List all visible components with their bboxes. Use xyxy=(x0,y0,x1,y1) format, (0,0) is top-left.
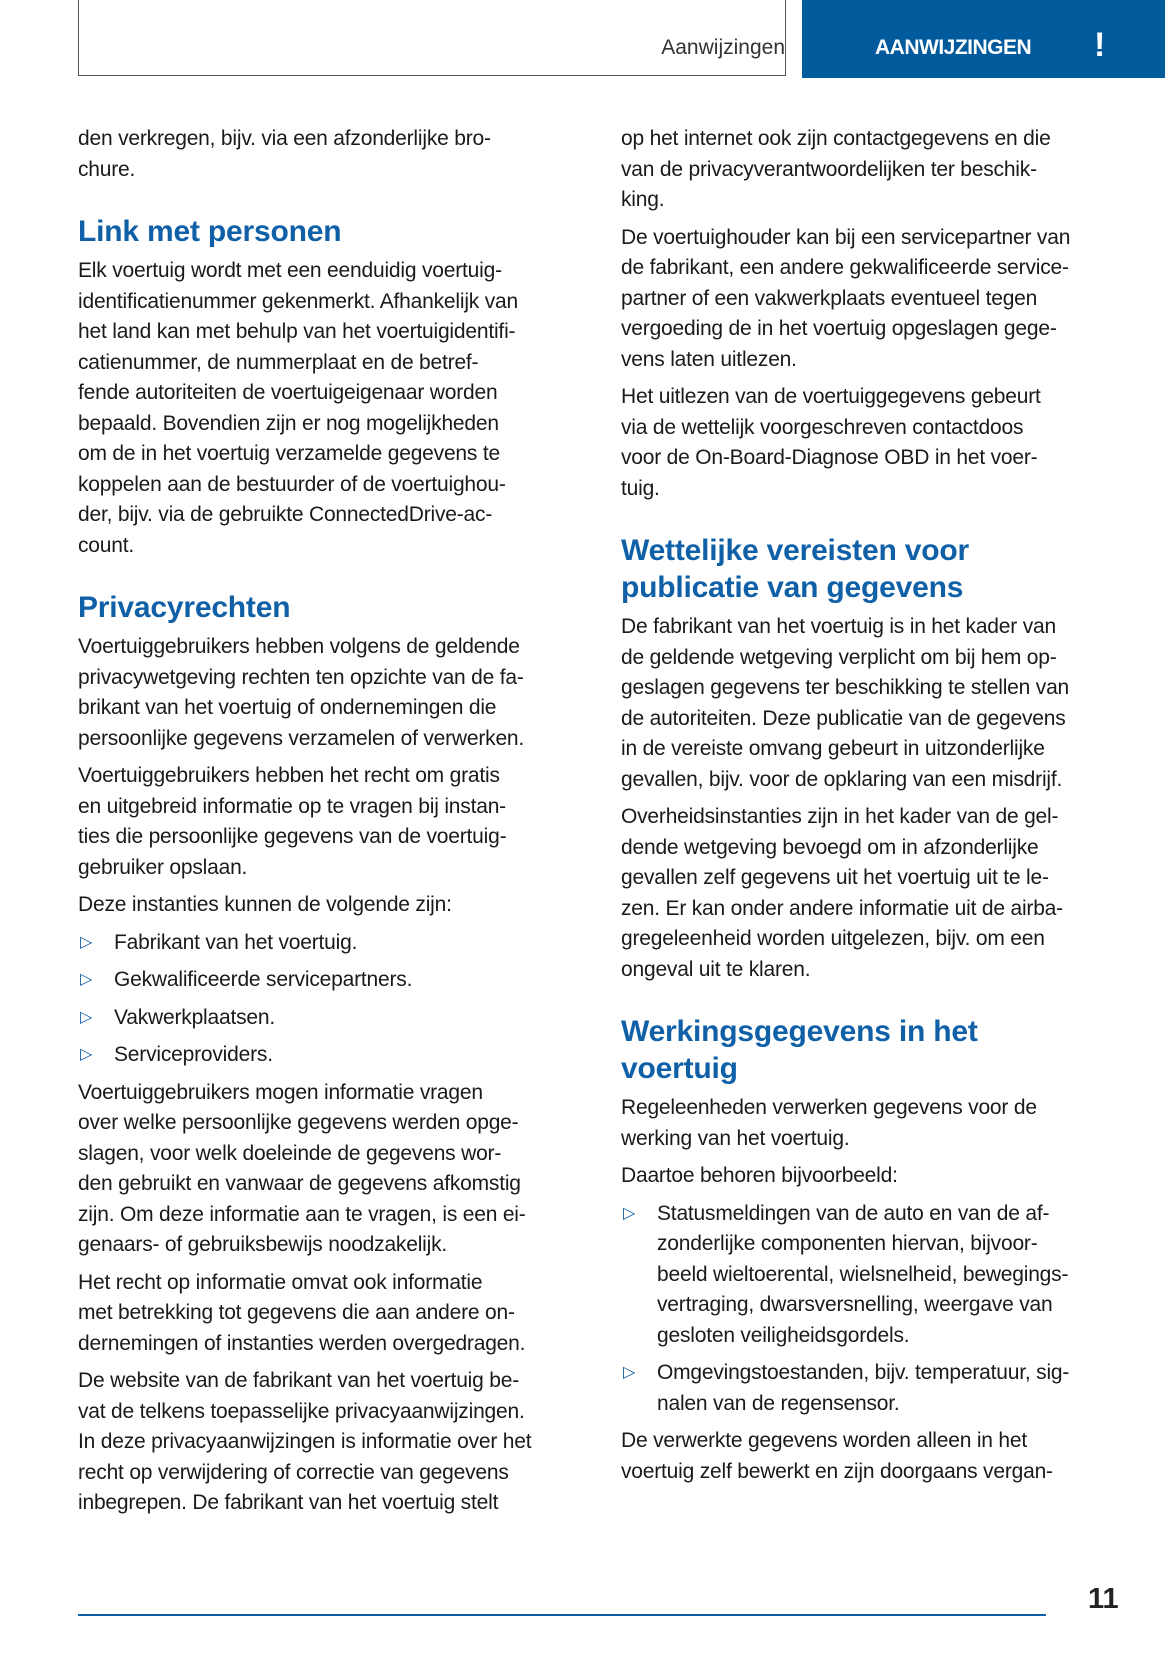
left-column xyxy=(78,124,568,1526)
list-item xyxy=(621,1199,1111,1352)
text-line: dernemingen of instanties werden overgedragen. xyxy=(78,1331,526,1355)
text-line: Vakwerkplaatsen. xyxy=(114,1005,275,1029)
text-line: Fabrikant van het voertuig. xyxy=(114,930,358,954)
text-line: met betrekking tot gegevens die aan andere on- xyxy=(78,1301,515,1324)
text-line: partner of een vakwerkplaats eventueel tegen xyxy=(621,286,1038,310)
text-line: Deze instanties kunnen de volgende zijn: xyxy=(78,893,452,916)
header-chapter-tab xyxy=(802,0,1165,78)
right-column xyxy=(621,124,1111,1494)
text-line: brikant van het voertuig of ondernemingen die xyxy=(78,696,497,719)
text-line: Omgevingstoestanden, bijv. temperatuur, sig- xyxy=(657,1361,1070,1384)
section-heading xyxy=(78,589,568,626)
paragraph xyxy=(78,1268,568,1360)
section-heading xyxy=(621,1013,1111,1087)
list-item-text xyxy=(657,1358,1111,1419)
text-line: den gebruikt en vanwaar de gegevens afkomstig xyxy=(78,1172,521,1195)
list-item-text xyxy=(114,965,568,996)
text-line: Voertuiggebruikers hebben het recht om gratis xyxy=(78,764,500,787)
paragraph xyxy=(78,761,568,883)
list-item xyxy=(78,965,568,996)
text-line: Het recht op informatie omvat ook informatie xyxy=(78,1270,483,1294)
text-line: de geldende wetgeving verplicht om bij hem op- xyxy=(621,645,1057,669)
text-line: In deze privacyaanwijzingen is informatie over het xyxy=(78,1430,532,1453)
triangle-bullet-icon: ▷ xyxy=(623,1364,636,1381)
text-line: voor de On-Board-Diagnose OBD in het voer- xyxy=(621,446,1038,469)
paragraph xyxy=(78,632,568,754)
text-line: over welke persoonlijke gegevens werden opge- xyxy=(78,1111,519,1134)
text-line: Statusmeldingen van de auto en van de af- xyxy=(657,1201,1050,1225)
paragraph xyxy=(78,1078,568,1261)
text-line: op het internet ook zijn contactgegevens en die xyxy=(621,127,1051,150)
text-line: voertuig xyxy=(621,1052,738,1085)
text-line: dende wetgeving bevoegd om in afzonderlijke xyxy=(621,835,1039,859)
text-line: om de in het voertuig verzamelde gegevens te xyxy=(78,442,500,465)
text-line: fende autoriteiten de voertuigeigenaar worden xyxy=(78,381,498,404)
triangle-bullet-icon: ▷ xyxy=(80,933,93,951)
text-line: De voertuighouder kan bij een servicepartner van xyxy=(621,225,1071,249)
paragraph xyxy=(78,124,568,185)
triangle-bullet-icon: ▷ xyxy=(80,971,93,988)
list-item-text xyxy=(114,1003,568,1034)
paragraph xyxy=(621,124,1111,216)
text-line: het land kan met behulp van het voertuigidentifi- xyxy=(78,320,516,343)
text-line: catienummer, de nummerplaat en de betref- xyxy=(78,350,479,374)
text-line: Gekwalificeerde servicepartners. xyxy=(114,968,413,991)
text-line: voertuig zelf bewerkt en zijn doorgaans vergan- xyxy=(621,1459,1053,1483)
paragraph xyxy=(621,802,1111,985)
list-item xyxy=(78,928,568,959)
list-item-text xyxy=(114,928,568,959)
text-line: Overheidsinstanties zijn in het kader van de gel- xyxy=(621,805,1059,828)
paragraph xyxy=(78,890,568,921)
paragraph xyxy=(621,382,1111,504)
text-line: koppelen aan de bestuurder of de voertuighou- xyxy=(78,472,506,496)
text-line: zijn. Om deze informatie aan te vragen, is een ei- xyxy=(78,1202,526,1226)
text-line: Privacyrechten xyxy=(78,591,291,624)
text-line: werking van het voertuig. xyxy=(621,1126,850,1150)
text-line: bepaald. Bovendien zijn er nog mogelijkheden xyxy=(78,411,499,435)
list-item xyxy=(621,1358,1111,1419)
text-line: De website van de fabrikant van het voertuig be- xyxy=(78,1369,519,1392)
text-line: de autoriteiten. Deze publicatie van de gegevens xyxy=(621,706,1066,730)
text-line: gebruiker opslaan. xyxy=(78,855,248,879)
text-line: in de vereiste omvang gebeurt in uitzonderlijke xyxy=(621,737,1045,760)
text-line: ongeval uit te klaren. xyxy=(621,957,811,981)
text-line: ties die persoonlijke gegevens van de voertuig- xyxy=(78,825,507,848)
text-line: vergoeding de in het voertuig opgeslagen gege- xyxy=(621,317,1057,340)
text-line: Werkingsgegevens in het xyxy=(621,1015,978,1048)
triangle-bullet-icon: ▷ xyxy=(80,1008,93,1026)
text-line: nalen van de regensensor. xyxy=(657,1391,900,1415)
text-line: identificatienummer gekenmerkt. Afhankelijk van xyxy=(78,289,518,313)
paragraph xyxy=(621,612,1111,795)
section-heading xyxy=(621,532,1111,606)
text-line: beeld wieltoerental, wielsnelheid, bewegings- xyxy=(657,1262,1069,1286)
text-line: De verwerkte gegevens worden alleen in het xyxy=(621,1429,1028,1452)
text-line: De fabrikant van het voertuig is in het kader van xyxy=(621,615,1056,638)
text-line: Regeleenheden verwerken gegevens voor de xyxy=(621,1096,1037,1119)
text-line: Voertuiggebruikers hebben volgens de geldende xyxy=(78,635,520,658)
text-line: Daartoe behoren bijvoorbeeld: xyxy=(621,1164,898,1187)
text-line: en uitgebreid informatie op te vragen bij instan- xyxy=(78,794,506,818)
list-item xyxy=(78,1003,568,1034)
list-item-text xyxy=(657,1199,1111,1352)
text-line: gevallen, bijv. voor de opklaring van een misdrijf. xyxy=(621,767,1063,791)
chapter-tab-label: AANWIJZINGEN xyxy=(875,36,1032,59)
text-line: vens laten uitlezen. xyxy=(621,347,797,371)
triangle-bullet-icon: ▷ xyxy=(623,1204,636,1222)
text-line: Serviceproviders. xyxy=(114,1043,273,1066)
text-line: zonderlijke componenten hiervan, bijvoor- xyxy=(657,1232,1038,1255)
footer-divider xyxy=(78,1614,1046,1616)
page-number: 11 xyxy=(1088,1583,1119,1615)
text-line: chure. xyxy=(78,157,136,181)
text-line: persoonlijke gegevens verzamelen of verwerken. xyxy=(78,726,525,750)
text-line: den verkregen, bijv. via een afzonderlijke bro- xyxy=(78,127,491,150)
paragraph xyxy=(78,1366,568,1519)
paragraph xyxy=(621,223,1111,376)
text-line: gevallen zelf gegevens uit het voertuig uit te le- xyxy=(621,866,1049,889)
list-item xyxy=(78,1040,568,1071)
text-line: genaars- of gebruiksbewijs noodzakelijk. xyxy=(78,1233,448,1256)
text-line: van de privacyverantwoordelijken ter beschik- xyxy=(621,157,1037,181)
text-line: Voertuiggebruikers mogen informatie vragen xyxy=(78,1080,483,1104)
triangle-bullet-icon: ▷ xyxy=(80,1046,93,1063)
text-line: Wettelijke vereisten voor xyxy=(621,534,969,567)
header-section-title: Aanwijzingen xyxy=(661,36,785,59)
text-line: king. xyxy=(621,188,665,211)
paragraph xyxy=(621,1161,1111,1192)
text-line: publicatie van gegevens xyxy=(621,571,964,604)
text-line: via de wettelijk voorgeschreven contactdoos xyxy=(621,415,1024,439)
paragraph xyxy=(621,1093,1111,1154)
text-line: vertraging, dwarsversnelling, weergave van xyxy=(657,1293,1053,1316)
text-line: Elk voertuig wordt met een eenduidig voertuig- xyxy=(78,259,502,282)
text-line: Het uitlezen van de voertuiggegevens gebeurt xyxy=(621,385,1041,408)
text-line: slagen, voor welk doeleinde de gegevens wor- xyxy=(78,1141,502,1165)
text-line: vat de telkens toepasselijke privacyaanwijzingen. xyxy=(78,1399,525,1423)
text-line: der, bijv. via de gebruikte ConnectedDrive-ac- xyxy=(78,503,493,526)
text-line: de fabrikant, een andere gekwalificeerde service- xyxy=(621,256,1069,279)
text-line: gesloten veiligheidsgordels. xyxy=(657,1323,910,1347)
paragraph xyxy=(78,256,568,561)
list-item-text xyxy=(114,1040,568,1071)
text-line: geslagen gegevens ter beschikking te stellen van xyxy=(621,676,1070,699)
text-line: Link met personen xyxy=(78,215,342,248)
section-heading xyxy=(78,213,568,250)
text-line: zen. Er kan onder andere informatie uit de airba- xyxy=(621,896,1063,920)
text-line: gregeleenheid worden uitgelezen, bijv. om een xyxy=(621,927,1045,950)
exclamation-icon: ! xyxy=(1094,26,1106,64)
text-line: tuig. xyxy=(621,476,660,500)
text-line: count. xyxy=(78,533,135,557)
text-line: privacywetgeving rechten ten opzichte van de fa- xyxy=(78,665,524,689)
text-line: inbegrepen. De fabrikant van het voertuig stelt xyxy=(78,1491,499,1514)
text-line: recht op verwijdering of correctie van gegevens xyxy=(78,1460,509,1484)
paragraph xyxy=(621,1426,1111,1487)
